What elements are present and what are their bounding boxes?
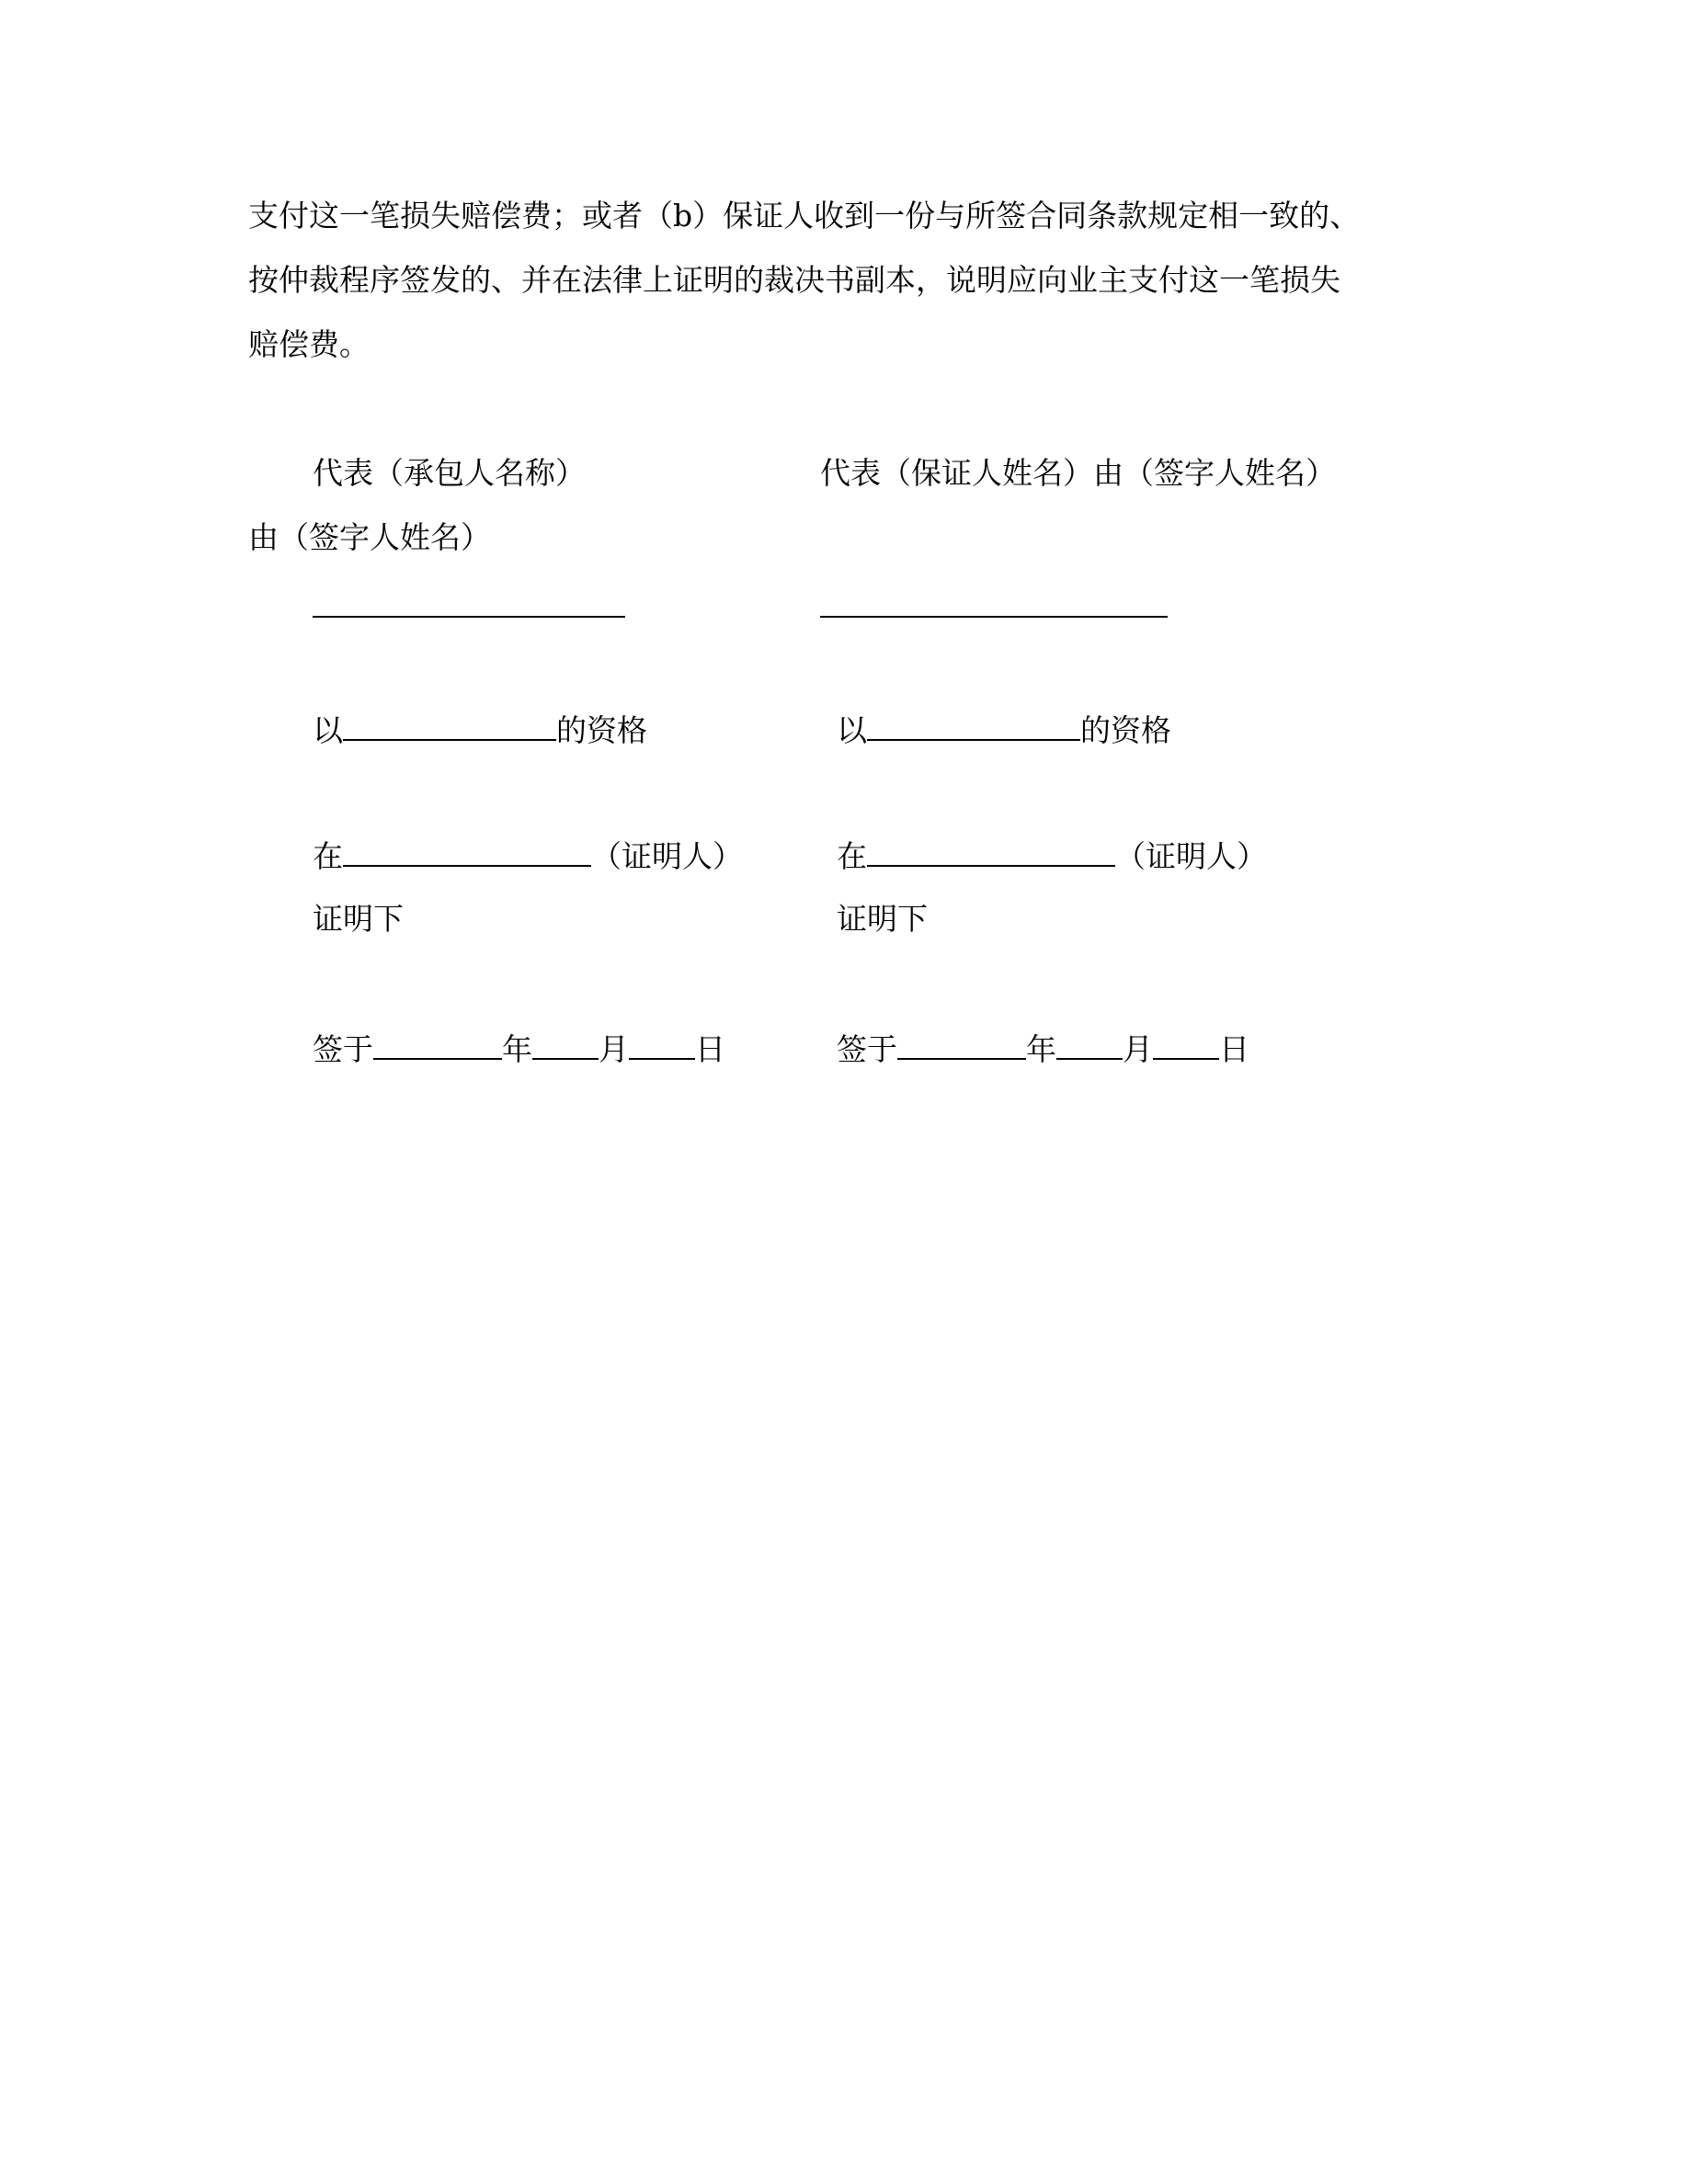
paragraph-line-2: 按仲裁程序签发的、并在法律上证明的裁决书副本，说明应向业主支付这一笔损失: [248, 262, 1340, 298]
left-capacity-blank[interactable]: [343, 713, 556, 741]
left-witness-line-2: 证明下: [313, 901, 404, 937]
left-date-row: [313, 1031, 725, 1068]
left-day-label: 日: [695, 1031, 725, 1067]
right-year-label: 年: [1026, 1031, 1056, 1067]
left-witness-suffix: （证明人）: [591, 838, 743, 874]
left-capacity-row: [313, 712, 647, 749]
right-date-row: [837, 1031, 1249, 1068]
left-day-blank[interactable]: [629, 1032, 695, 1060]
right-signature-line[interactable]: [820, 616, 1168, 618]
paragraph-line-1: 支付这一笔损失赔偿费；或者（b）保证人收到一份与所签合同条款规定相一致的、: [248, 198, 1361, 233]
left-witness-prefix: 在: [313, 838, 343, 874]
left-month-label: 月: [599, 1031, 629, 1067]
left-year-label: 年: [502, 1031, 532, 1067]
right-day-blank[interactable]: [1153, 1032, 1219, 1060]
right-year-blank[interactable]: [897, 1032, 1026, 1060]
right-capacity-blank[interactable]: [867, 713, 1080, 741]
right-day-label: 日: [1219, 1031, 1249, 1067]
right-represent-label: 代表（保证人姓名）由（签字人姓名）: [820, 455, 1336, 491]
left-year-blank[interactable]: [373, 1032, 502, 1060]
right-witness-prefix: 在: [837, 838, 867, 874]
right-capacity-prefix: 以: [837, 712, 867, 748]
left-capacity-prefix: 以: [313, 712, 343, 748]
left-capacity-suffix: 的资格: [556, 712, 647, 748]
right-witness-blank[interactable]: [867, 839, 1115, 867]
left-witness-row: [313, 838, 743, 875]
right-witness-suffix: （证明人）: [1115, 838, 1267, 874]
right-signed-at-label: 签于: [837, 1031, 897, 1067]
left-signed-at-label: 签于: [313, 1031, 373, 1067]
left-month-blank[interactable]: [532, 1032, 599, 1060]
right-month-blank[interactable]: [1056, 1032, 1123, 1060]
left-witness-blank[interactable]: [343, 839, 591, 867]
right-witness-row: [837, 838, 1267, 875]
right-witness-line-2: 证明下: [837, 901, 928, 937]
left-by-signer-label: 由（签字人姓名）: [248, 519, 491, 555]
paragraph-line-3: 赔偿费。: [248, 326, 370, 362]
left-represent-label: 代表（承包人名称）: [313, 455, 586, 491]
right-month-label: 月: [1123, 1031, 1153, 1067]
right-capacity-suffix: 的资格: [1080, 712, 1171, 748]
right-capacity-row: [837, 712, 1171, 749]
left-signature-line[interactable]: [313, 616, 625, 618]
